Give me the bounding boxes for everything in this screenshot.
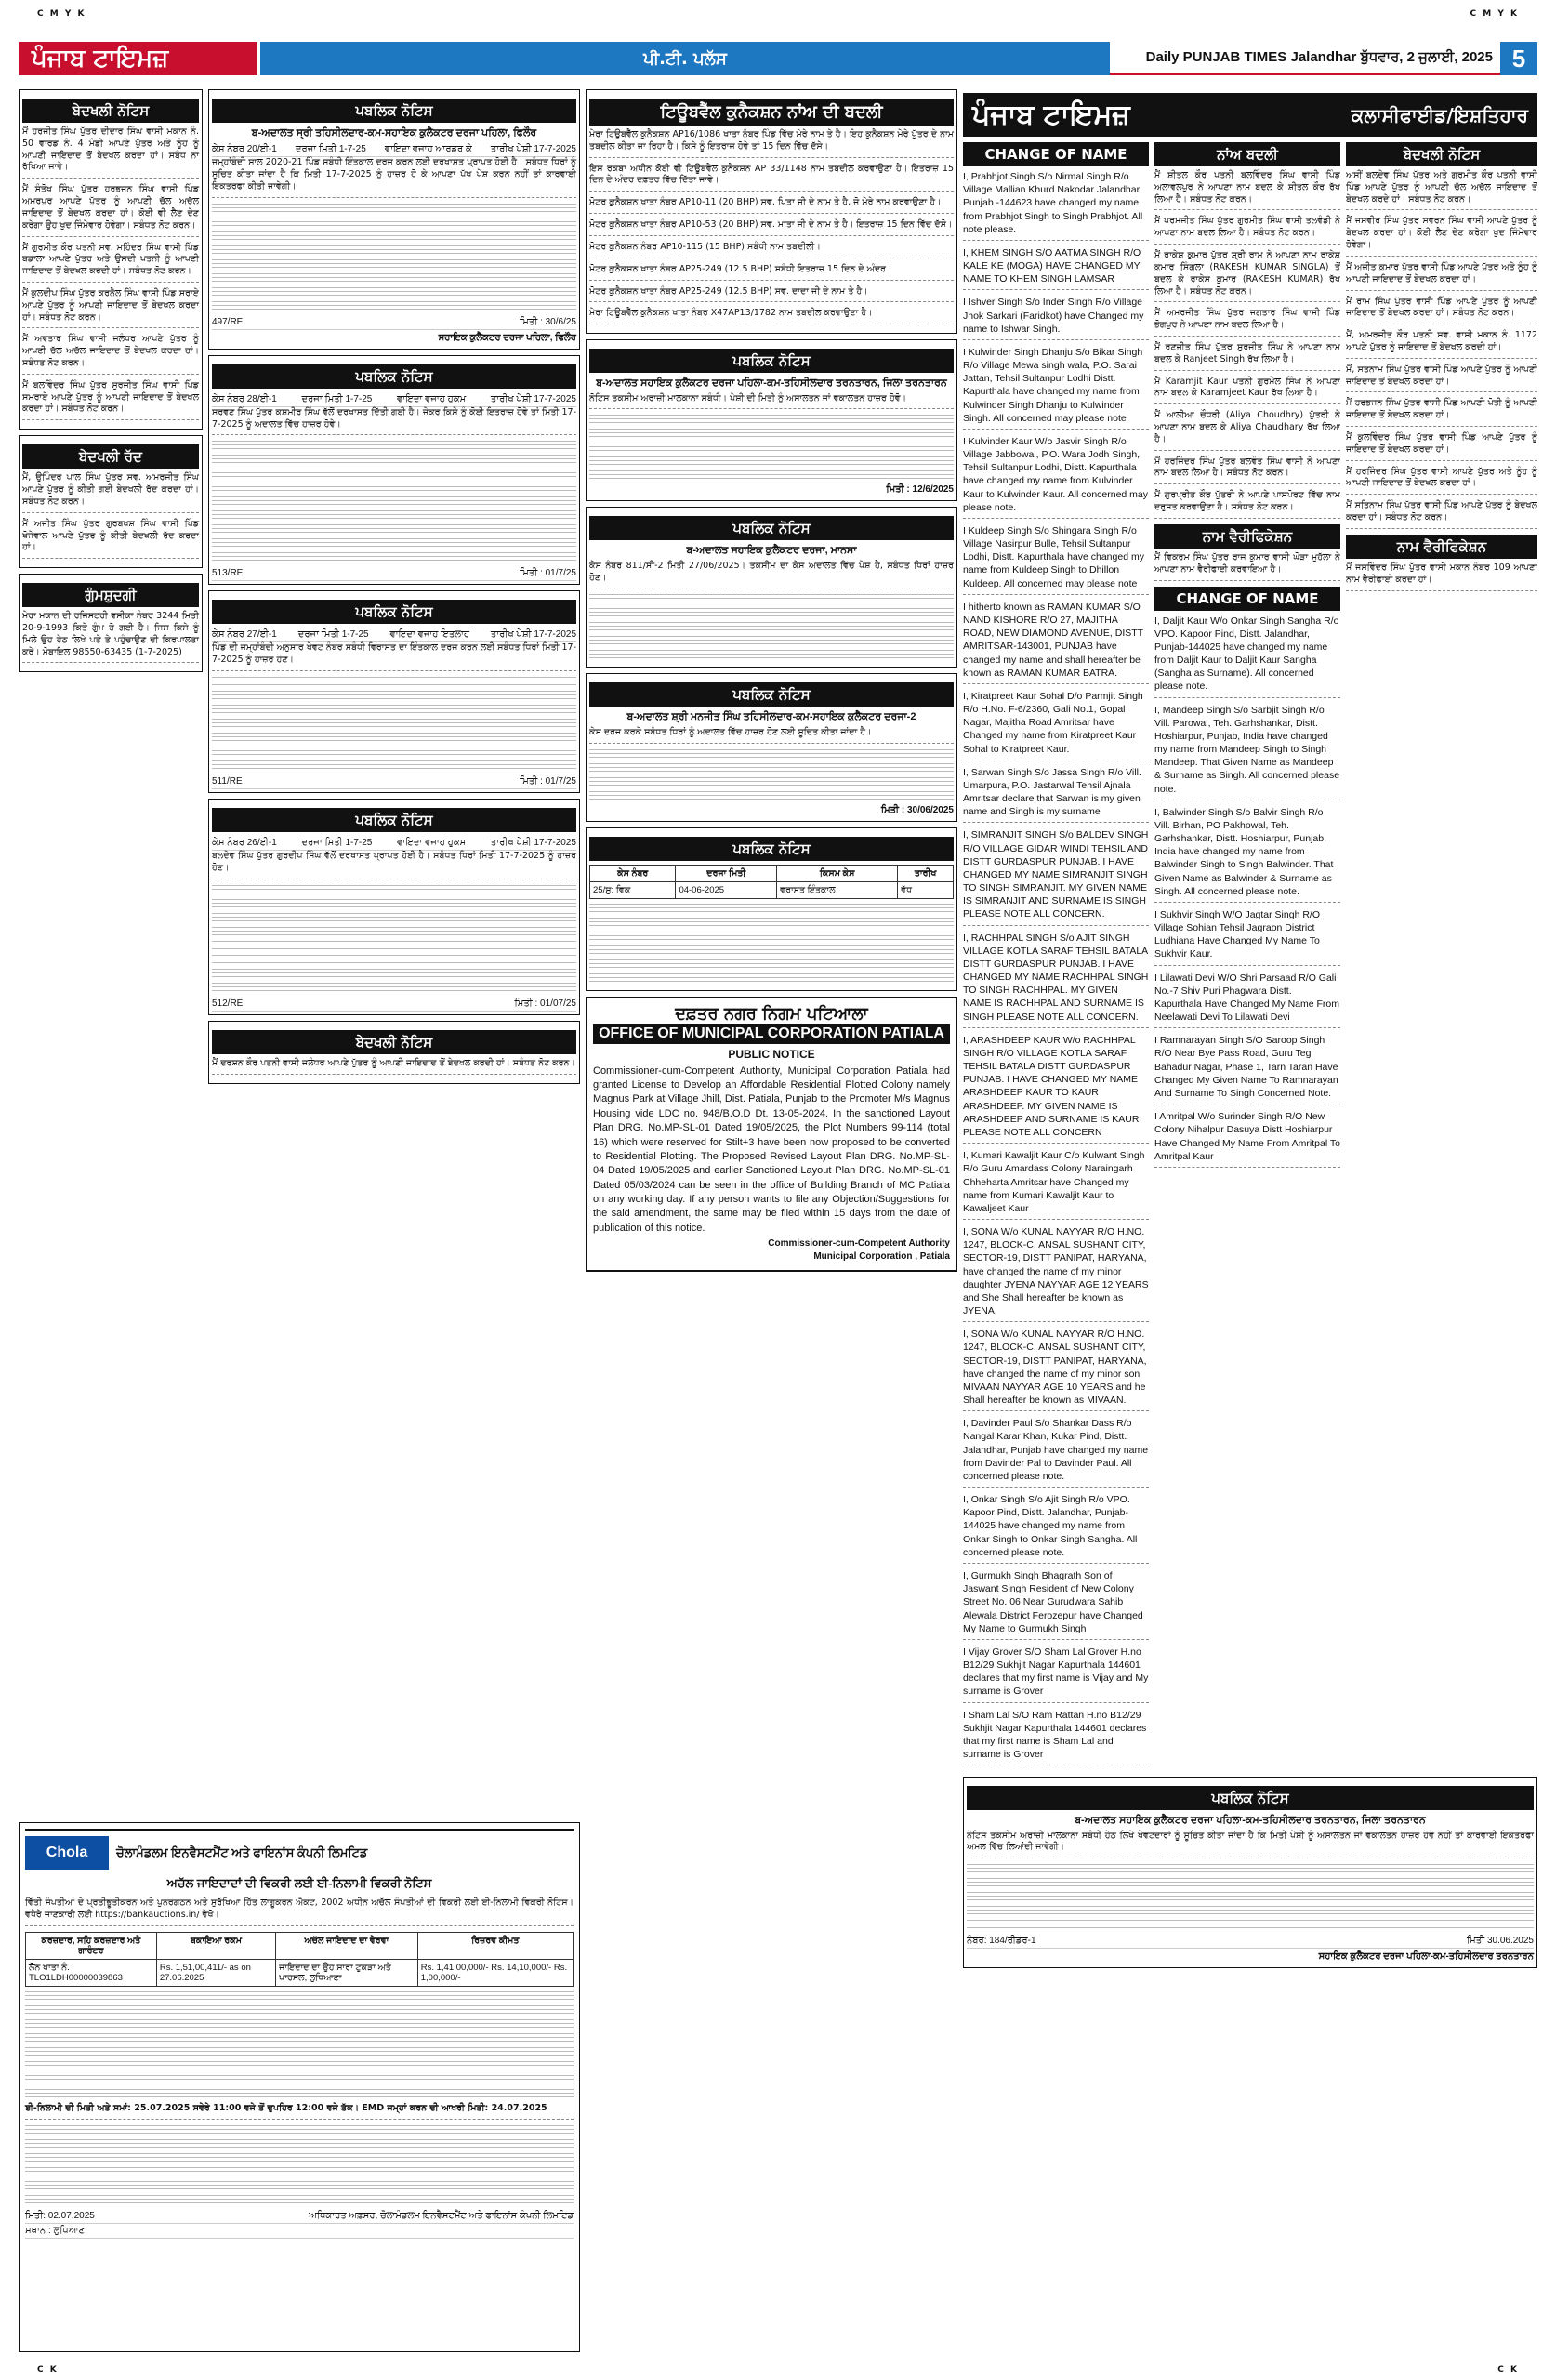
- notice-body: ਪਿੰਡ ਦੀ ਜਮ੍ਹਾਂਬੰਦੀ ਅਨੁਸਾਰ ਖੇਵਟ ਨੰਬਰ ਸਬੰਧੀ ਵਿਰਾਸਤ ਦਾ ਇੰਤਕਾਲ ਦਰਜ ਕਰਨ ਲਈ ਸਬੰਧਤ ਧਿਰਾਂ ਮਿਤੀ 17-7-2025 ਨੂੰ ਹਾਜ਼ਰ ਹੋਣ।: [212, 642, 576, 671]
- notice-date: ਮਿਤੀ : 12/6/2025: [886, 484, 954, 496]
- notice-list: [22, 472, 199, 559]
- list-item: ਮੈਂ ਕੁਲਦੀਪ ਸਿੰਘ ਪੁੱਤਰ ਕਰਨੈਲ ਸਿੰਘ ਵਾਸੀ ਪਿੰਡ ਸਰਾਏ ਆਪਣੇ ਪੁੱਤਰ ਨੂੰ ਆਪਣੀ ਜਾਇਦਾਦ ਤੋਂ ਬੇਦਖਲ ਕਰਦਾ ਹਾਂ। ਸਬੰਧਤ ਨੋਟ ਕਰਨ।: [22, 288, 199, 328]
- case-cell: ਵਾਇਦਾ ਵਜਾਹ ਹੁਕਮ: [397, 393, 467, 404]
- notice-ref: 513/RE: [212, 568, 244, 579]
- table-cell: ਵੱਧ: [898, 881, 954, 898]
- section-title: ਪੀ.ਟੀ. ਪਲੱਸ: [260, 42, 1110, 75]
- auction-date: ਮਿਤੀ: 02.07.2025: [25, 2210, 95, 2221]
- table-cell: Rs. 1,51,00,411/- as on 27.06.2025: [156, 1959, 275, 1986]
- public-notice-7: [586, 673, 957, 821]
- chola-auction-ad: [19, 1822, 580, 2352]
- list-item: I hitherto known as RAMAN KUMAR S/O NAND KISHORE R/O 27, MAJITHA ROAD, NEW DIAMOND AVENUE, DISTT AMRITSAR-143001, PUNJAB have changed my name and shall hereafter be known as RAMAN KUMAR BATRA.: [963, 601, 1149, 684]
- notice-date: ਮਿਤੀ : 30/6/25: [520, 316, 576, 327]
- list-item: ਮੈਂ, ਉਪਿੰਦਰ ਪਾਲ ਸਿੰਘ ਪੁੱਤਰ ਸਵ. ਅਮਰਜੀਤ ਸਿੰਘ ਆਪਣੇ ਪੁੱਤਰ ਨੂੰ ਕੀਤੀ ਗਈ ਬੇਦਖਲੀ ਰੱਦ ਕਰਦਾ ਹਾਂ। ਸਬੰਧਤ ਨੋਟ ਕਰਨ।: [22, 472, 199, 512]
- classified-logo: ਪੰਜਾਬ ਟਾਇਮਜ਼: [972, 99, 1130, 131]
- eviction-notice-col2: [208, 1021, 580, 1084]
- table-header: ਤਾਰੀਖ: [898, 865, 954, 881]
- public-notice-4: [208, 799, 580, 1015]
- notice-signature: ਸਹਾਇਕ ਕੁਲੈਕਟਰ ਦਰਜਾ ਪਹਿਲਾ-ਕਮ-ਤਹਿਸੀਲਦਾਰ ਤਰਨਤਾਰਨ: [1318, 1951, 1534, 1963]
- notice-ref: 512/RE: [212, 998, 244, 1009]
- court-header: ਬ-ਅਦਾਲਤ ਸ੍ਰੀ ਤਹਿਸੀਲਦਾਰ-ਕਮ-ਸਹਾਇਕ ਕੁਲੈਕਟਰ ਦਰਜਾ ਪਹਿਲਾ, ਫਿਲੌਰ: [251, 127, 537, 139]
- list-item: I, Prabhjot Singh S/o Nirmal Singh R/o Village Mallian Khurd Nakodar Jalandhar Punjab -144623 have changed my name from Prabhjot Singh to Singh Prabhjot. All note please.: [963, 170, 1149, 241]
- section-header: ਟਿਊਬਵੈੱਲ ਕੁਨੈਕਸ਼ਨ ਨਾਂਅ ਦੀ ਬਦਲੀ: [589, 99, 954, 126]
- list-item: ਮੇਰਾ ਟਿਊਬਵੈੱਲ ਕੁਨੈਕਸ਼ਨ AP16/1086 ਖਾਤਾ ਨੰਬਰ ਪਿੰਡ ਵਿੱਚ ਮੇਰੇ ਨਾਮ ਤੇ ਹੈ। ਇਹ ਕੁਨੈਕਸ਼ਨ ਮੇਰੇ ਪੁੱਤਰ ਦੇ ਨਾਮ ਤਬਦੀਲ ਕੀਤਾ ਜਾ ਰਿਹਾ ਹੈ। ਕਿਸੇ ਨੂੰ ਇਤਰਾਜ਼ ਹੋਵੇ ਤਾਂ 15 ਦਿਨ ਵਿੱਚ ਦੱਸੇ।: [589, 129, 954, 158]
- table-header: ਕਰਜ਼ਦਾਰ, ਸਹਿ ਕਰਜ਼ਦਾਰ ਅਤੇ ਗਾਰੰਟਰ: [26, 1932, 157, 1959]
- notice-body: ਮੈਂ ਦਰਸ਼ਨ ਕੌਰ ਪਤਨੀ ਵਾਸੀ ਜਲੰਧਰ ਆਪਣੇ ਪੁੱਤਰ ਨੂੰ ਆਪਣੀ ਜਾਇਦਾਦ ਤੋਂ ਬੇਦਖਲ ਕਰਦੀ ਹਾਂ। ਸਬੰਧਤ ਨੋਟ ਕਰਨ।: [212, 1058, 576, 1075]
- notice-list: [22, 611, 199, 663]
- column-3: [586, 89, 957, 2353]
- section-header: ਪਬਲਿਕ ਨੋਟਿਸ: [212, 364, 576, 389]
- list-item: ਮੈਂ, ਅਮਰਜੀਤ ਕੌਰ ਪਤਨੀ ਸਵ. ਵਾਸੀ ਮਕਾਨ ਨੰ. 1172 ਆਪਣੇ ਪੁੱਤਰ ਨੂੰ ਜਾਇਦਾਦ ਤੋਂ ਬੇਦਖਲ ਕਰਦੀ ਹਾਂ।: [1346, 330, 1537, 359]
- tubewell-notices: [586, 89, 957, 334]
- auction-intro: ਵਿੱਤੀ ਸੰਪਤੀਆਂ ਦੇ ਪ੍ਰਤੀਭੂਤੀਕਰਨ ਅਤੇ ਪੁਨਰਗਠਨ ਅਤੇ ਸੁਰੱਖਿਆ ਹਿੱਤ ਲਾਗੂਕਰਨ ਐਕਟ, 2002 ਅਧੀਨ ਅਚੱਲ ਸੰਪਤੀਆਂ ਦੀ ਵਿਕਰੀ ਲਈ ਈ-ਨਿਲਾਮੀ ਵਿਕਰੀ ਨੋਟਿਸ। ਵਧੇਰੇ ਜਾਣਕਾਰੀ ਲਈ https://bankauctions.in/ ਵੇਖੋ।: [25, 1897, 574, 1926]
- notice-list: [1154, 552, 1340, 581]
- classified-col-a: [963, 137, 1149, 1771]
- case-cell: ਤਾਰੀਖ ਪੇਸ਼ੀ 17-7-2025: [490, 144, 576, 155]
- list-item: I, SONA W/o KUNAL NAYYAR R/O H.NO. 1247, BLOCK-C, ANSAL SUSHANT CITY, SECTOR-19, DISTT PANIPAT, HARYANA, have changed the name of my minor daughter JYENA NAYYAR AGE 12 YEARS and She Shall hereafter be known as JYENA.: [963, 1225, 1149, 1322]
- list-item: ਮੈਂ, ਸਤਨਾਮ ਸਿੰਘ ਪੁੱਤਰ ਵਾਸੀ ਪਿੰਡ ਆਪਣੇ ਪੁੱਤਰ ਨੂੰ ਆਪਣੀ ਜਾਇਦਾਦ ਤੋਂ ਬੇਦਖਲ ਕਰਦਾ ਹਾਂ।: [1346, 364, 1537, 393]
- case-row: [212, 836, 576, 851]
- section-header: ਬੇਦਖਲੀ ਨੋਟਿਸ: [212, 1030, 576, 1054]
- list-item: I, Onkar Singh S/o Ajit Singh R/o VPO. Kapoor Pind, Distt. Jalandhar, Punjab-144025 have changed my name from Onkar Singh to Onkar Singh Sangha. All concerned please note.: [963, 1493, 1149, 1564]
- registration-mark-left: C M Y K: [37, 9, 86, 19]
- notice-footer: [212, 997, 576, 1012]
- list-item: I, Sarwan Singh S/o Jassa Singh R/o Vill. Umarpura, P.O. Jastarwal Tehsil Ajnala Amritsar declare that Sarwan is my given name and Singh is my surname: [963, 766, 1149, 824]
- mc-notice-label: PUBLIC NOTICE: [728, 1047, 815, 1061]
- notice-footer: [212, 566, 576, 581]
- public-notice-1: [208, 89, 580, 350]
- notice-list: [963, 170, 1149, 1765]
- notice-list: [1346, 170, 1537, 529]
- list-item: ਮੈਂ ਰਣਜੀਤ ਸਿੰਘ ਪੁੱਤਰ ਸੁਰਜੀਤ ਸਿੰਘ ਨੇ ਆਪਣਾ ਨਾਮ ਬਦਲ ਕੇ Ranjeet Singh ਰੱਖ ਲਿਆ ਹੈ।: [1154, 342, 1340, 371]
- case-cell: ਵਾਇਦਾ ਵਜਾਹ ਇਤਲਾਹ: [389, 629, 470, 641]
- auction-place: ਸਥਾਨ : ਲੁਧਿਆਣਾ: [25, 2225, 87, 2236]
- section-header: ਬੇਦਖਲੀ ਨੋਟਿਸ: [1346, 142, 1537, 166]
- table-cell: 25/ਸੁ: ਵਿਕ: [590, 881, 676, 898]
- list-item: I Ramnarayan Singh S/O Saroop Singh R/O Near Bye Pass Road, Guru Teg Bahadur Nagar, Phase 1, Tarn Taran Have Changed My Given Name To Ramnarayan And Surname To Singh Concerned Note.: [1154, 1034, 1340, 1104]
- public-notice-6: [586, 507, 957, 668]
- newspaper-logo: ਪੰਜਾਬ ਟਾਇਮਜ਼: [19, 42, 260, 75]
- section-header: ਬੇਦਖਲੀ ਨੋਟਿਸ: [22, 99, 199, 123]
- list-item: I Amritpal W/o Surinder Singh R/O New Colony Nihalpur Dasuya Distt Hoshiarpur Have Changed My Name From Amritpal To Amritpal Kaur: [1154, 1110, 1340, 1168]
- classified-banner: [963, 93, 1537, 137]
- table-header: ਦਰਜਾ ਮਿਤੀ: [676, 865, 777, 881]
- case-cell: ਦਰਜਾ ਮਿਤੀ 1-7-25: [297, 629, 369, 641]
- notice-date: ਮਿਤੀ : 30/06/2025: [880, 804, 954, 815]
- notice-body: ਬਲਦੇਵ ਸਿੰਘ ਪੁੱਤਰ ਗੁਰਦੀਪ ਸਿੰਘ ਵੱਲੋਂ ਦਰਖਾਸਤ ਪ੍ਰਾਪਤ ਹੋਈ ਹੈ। ਸਬੰਧਤ ਧਿਰਾਂ ਮਿਤੀ 17-7-2025 ਨੂੰ ਹਾਜ਼ਰ ਹੋਣ।: [212, 851, 576, 879]
- list-item: ਅਸੀਂ ਬਲਦੇਵ ਸਿੰਘ ਪੁੱਤਰ ਅਤੇ ਗੁਰਮੀਤ ਕੌਰ ਪਤਨੀ ਵਾਸੀ ਪਿੰਡ ਆਪਣੇ ਪੁੱਤਰ ਨੂੰ ਆਪਣੀ ਚੱਲ ਅਚੱਲ ਜਾਇਦਾਦ ਤੋਂ ਬੇਦਖਲ ਕਰਦੇ ਹਾਂ। ਸਬੰਧਤ ਨੋਟ ਕਰਨ।: [1346, 170, 1537, 210]
- mc-signature-org: Municipal Corporation , Patiala: [813, 1251, 950, 1263]
- notice-footer: [967, 1934, 1534, 1949]
- auction-sign: ਅਧਿਕਾਰਤ ਅਫ਼ਸਰ, ਚੋਲਾਮੰਡਲਮ ਇਨਵੈਸਟਮੈਂਟ ਅਤੇ ਫਾਇਨਾਂਸ ਕੰਪਨੀ ਲਿਮਟਿਡ: [309, 2210, 574, 2221]
- list-item: I, SONA W/o KUNAL NAYYAR R/O H.NO. 1247, BLOCK-C, ANSAL SUSHANT CITY, SECTOR-19, DISTT PANIPAT, HARYANA, have changed the name of my minor son MIVAAN NAYYAR AGE 10 YEARS and he Shall hereafter be known as MIVAAN.: [963, 1328, 1149, 1411]
- eviction-notices-box: [19, 89, 203, 430]
- masthead: [19, 42, 1537, 75]
- list-item: ਮੋਟਰ ਕੁਨੈਕਸ਼ਨ ਨੰਬਰ AP10-115 (15 BHP) ਸਬੰਧੀ ਨਾਮ ਤਬਦੀਲੀ।: [589, 242, 954, 258]
- registration-mark-bottom-right: C K: [1497, 2365, 1519, 2374]
- list-item: I Ishver Singh S/o Inder Singh R/o Village Jhok Sarkari (Faridkot) have Changed my name to Ishwar Singh.: [963, 296, 1149, 340]
- notice-list: [589, 129, 954, 324]
- notice-body: ਕੇਸ ਦਰਜ ਕਰਕੇ ਸਬੰਧਤ ਧਿਰਾਂ ਨੂੰ ਅਦਾਲਤ ਵਿੱਚ ਹਾਜ਼ਰ ਹੋਣ ਲਈ ਸੂਚਿਤ ਕੀਤਾ ਜਾਂਦਾ ਹੈ।: [589, 727, 954, 744]
- notice-date: ਮਿਤੀ : 01/07/25: [514, 998, 576, 1009]
- public-notice-5: [586, 339, 957, 501]
- section-header: ਪਬਲਿਕ ਨੋਟਿਸ: [589, 516, 954, 540]
- case-row: [212, 142, 576, 157]
- table-row: [590, 881, 954, 898]
- list-item: ਮੈਂ ਬਲਵਿੰਦਰ ਸਿੰਘ ਪੁੱਤਰ ਸੁਰਜੀਤ ਸਿੰਘ ਵਾਸੀ ਪਿੰਡ ਸਮਰਾਏ ਆਪਣੇ ਪੁੱਤਰ ਨੂੰ ਆਪਣੀ ਜਾਇਦਾਦ ਤੋਂ ਬੇਦਖਲ ਕਰਦਾ ਹਾਂ। ਸਬੰਧਤ ਨੋਟ ਕਰਨ।: [22, 380, 199, 420]
- list-item: I Sukhvir Singh W/O Jagtar Singh R/O Village Sohian Tehsil Jagraon District Ludhiana Have Changed My Name To Sukhvir Kaur.: [1154, 908, 1340, 966]
- list-item: I, Balwinder Singh S/o Balvir Singh R/o Vill. Birhan, PO Pakhowal, Teh. Garhshankar, Distt. Hoshiarpur, Punjab, India have changed my name from Balwinder Singh to Singh Balwinder. That Given Name as Balwinder & Surname as Singh. All concerned please note.: [1154, 806, 1340, 903]
- classified-title: ਕਲਾਸੀਫਾਈਡ/ਇਸ਼ਤਿਹਾਰ: [1351, 103, 1528, 126]
- list-item: ਮੈਂ ਵਿਕਰਮ ਸਿੰਘ ਪੁੱਤਰ ਰਾਜ ਕੁਮਾਰ ਵਾਸੀ ਘੋੜਾ ਮੁਹੱਲਾ ਨੇ ਆਪਣਾ ਨਾਮ ਵੈਰੀਫਾਈ ਕਰਵਾਇਆ ਹੈ।: [1154, 552, 1340, 581]
- auction-heading: ਅਚੱਲ ਜਾਇਦਾਦਾਂ ਦੀ ਵਿਕਰੀ ਲਈ ਈ-ਨਿਲਾਮੀ ਵਿਕਰੀ ਨੋਟਿਸ: [166, 1876, 432, 1890]
- list-item: I, Gurmukh Singh Bhagrath Son of Jaswant Singh Resident of New Colony Street No. 06 Near Gurudwara Sahib Alewala District Ferozepur have Changed My Name to Gurmukh Singh: [963, 1569, 1149, 1640]
- notice-body: ਸਰਵਣ ਸਿੰਘ ਪੁੱਤਰ ਕਸ਼ਮੀਰ ਸਿੰਘ ਵੱਲੋਂ ਦਰਖਾਸਤ ਦਿੱਤੀ ਗਈ ਹੈ। ਜੇਕਰ ਕਿਸੇ ਨੂੰ ਕੋਈ ਇਤਰਾਜ਼ ਹੋਵੇ ਤਾਂ ਮਿਤੀ 17-7-2025 ਨੂੰ ਅਦਾਲਤ ਵਿੱਚ ਹਾਜ਼ਰ ਹੋਵੇ।: [212, 407, 576, 436]
- list-item: ਮੈਂ ਅਜੀਤ ਕੁਮਾਰ ਪੁੱਤਰ ਵਾਸੀ ਪਿੰਡ ਆਪਣੇ ਪੁੱਤਰ ਅਤੇ ਨੂੰਹ ਨੂੰ ਆਪਣੀ ਜਾਇਦਾਦ ਤੋਂ ਬੇਦਖਲ ਕਰਦਾ ਹਾਂ।: [1346, 262, 1537, 291]
- notice-body: ਨੋਟਿਸ ਤਕਸੀਮ ਅਰਾਜ਼ੀ ਮਾਲਕਾਨਾ ਸਬੰਧੀ। ਪੇਸ਼ੀ ਦੀ ਮਿਤੀ ਨੂੰ ਅਸਾਲਤਨ ਜਾਂ ਵਕਾਲਤਨ ਹਾਜ਼ਰ ਹੋਵੋ।: [589, 393, 954, 410]
- case-cell: ਕੇਸ ਨੰਬਰ 27/ਈ-1: [212, 629, 277, 641]
- notice-list: [1154, 615, 1340, 1168]
- case-cell: ਵਾਇਦਾ ਵਜਾਹ ਹੁਕਮ: [397, 838, 467, 849]
- list-item: I, Mandeep Singh S/o Sarbjit Singh R/o Vill. Parowal, Teh. Garhshankar, Distt. Hoshiarpur, Punjab, India have changed my name from Mandeep Singh to Singh Mandeep. That Given Name as Mandeep & Surname as Singh. All concerned please note.: [1154, 704, 1340, 800]
- case-row: [212, 628, 576, 642]
- auction-footer: ਈ-ਨਿਲਾਮੀ ਦੀ ਮਿਤੀ ਅਤੇ ਸਮਾਂ: 25.07.2025 ਸਵੇਰੇ 11:00 ਵਜੇ ਤੋਂ ਦੁਪਹਿਰ 12:00 ਵਜੇ ਤੱਕ। EMD ਜਮ੍ਹਾਂ ਕਰਨ ਦੀ ਆਖਰੀ ਮਿਤੀ: 24.07.2025: [25, 2103, 574, 2120]
- list-item: I, KHEM SINGH S/O AATMA SINGH R/O KALE KE (MOGA) HAVE CHANGED MY NAME TO KHEM SINGH LAMSAR: [963, 246, 1149, 291]
- list-item: ਮੈਂ ਜਸਵਿੰਦਰ ਸਿੰਘ ਪੁੱਤਰ ਵਾਸੀ ਮਕਾਨ ਨੰਬਰ 109 ਆਪਣਾ ਨਾਮ ਵੈਰੀਫਾਈ ਕਰਦਾ ਹਾਂ।: [1346, 562, 1537, 591]
- list-item: I, Kiratpreet Kaur Sohal D/o Parmjit Singh R/o H.No. F-6/2360, Gali No.1, Gopal Nagar, Majitha Road Amritsar have Changed my name from Kiratpreet Kaur Sohal to Kiratpreet Kaur.: [963, 690, 1149, 760]
- section-header: ਨਾਮ ਵੈਰੀਫਿਕੇਸ਼ਨ: [1154, 524, 1340, 549]
- table-header: ਰਿਜ਼ਰਵ ਕੀਮਤ: [417, 1932, 573, 1959]
- case-cell: ਕੇਸ ਨੰਬਰ 28/ਈ-1: [212, 393, 277, 404]
- missing-box: [19, 574, 203, 672]
- list-item: I Vijay Grover S/O Sham Lal Grover H.no B12/29 Sukhjit Nagar Kapurthala 144601 declares that my first name is Vijay and My surname is Grover: [963, 1646, 1149, 1703]
- list-item: ਮੇਰਾ ਟਿਊਬਵੈੱਲ ਕੁਨੈਕਸ਼ਨ ਖਾਤਾ ਨੰਬਰ X47AP13/1782 ਨਾਮ ਤਬਦੀਲ ਕਰਵਾਉਣਾ ਹੈ।: [589, 308, 954, 324]
- notice-date: ਮਿਤੀ : 01/7/25: [520, 568, 576, 579]
- classified-col-c: [1346, 137, 1537, 1771]
- section-header: ਪਬਲਿਕ ਨੋਟਿਸ: [589, 682, 954, 707]
- list-item: I, RACHHPAL SINGH S/o AJIT SINGH VILLAGE KOTLA SARAF TEHSIL BATALA DISTT GURDASPUR PUNJAB. I HAVE CHANGED MY NAME RACHHPAL SINGH TO SINGH RACHHPAL. MY GIVEN NAME IS RACHHPAL AND SURNAME IS SINGH PLEASE NOTE ALL CONCERN.: [963, 932, 1149, 1028]
- registration-mark-right: C M Y K: [1470, 9, 1519, 19]
- case-cell: ਤਾਰੀਖ ਪੇਸ਼ੀ 17-7-2025: [490, 629, 576, 641]
- case-table: [589, 865, 954, 899]
- list-item: ਮੈਂ ਅਜੀਤ ਸਿੰਘ ਪੁੱਤਰ ਗੁਰਬਖਸ਼ ਸਿੰਘ ਵਾਸੀ ਪਿੰਡ ਖੋਜੇਵਾਲ ਆਪਣੇ ਪੁੱਤਰ ਨੂੰ ਕੀਤੀ ਬੇਦਖਲੀ ਰੱਦ ਕਰਦਾ ਹਾਂ।: [22, 519, 199, 559]
- list-item: I Lilawati Devi W/O Shri Parsaad R/O Gali No.-7 Shiv Puri Phagwara Distt. Kapurthala Have Changed My Name From Neelawati Devi To Lilawati Devi: [1154, 972, 1340, 1029]
- public-notice-classified: [963, 1777, 1537, 1968]
- list-item: ਮੈਂ ਪਰਮਜੀਤ ਸਿੰਘ ਪੁੱਤਰ ਗੁਰਮੀਤ ਸਿੰਘ ਵਾਸੀ ਤਲਵੰਡੀ ਨੇ ਆਪਣਾ ਨਾਮ ਬਦਲ ਲਿਆ ਹੈ। ਸਬੰਧਤ ਨੋਟ ਕਰਨ।: [1154, 216, 1340, 245]
- mc-title-punjabi: ਦਫ਼ਤਰ ਨਗਰ ਨਿਗਮ ਪਟਿਆਲਾ: [675, 1003, 868, 1024]
- list-item: I, Daljit Kaur W/o Onkar Singh Sangha R/o VPO. Kapoor Pind, Distt. Jalandhar, Punjab-144025 have changed my name from Daljit Kaur to Daljit Kaur Sangha (Sangha as Surname). All concerned please note.: [1154, 615, 1340, 698]
- list-item: I, ARASHDEEP KAUR W/o RACHHPAL SINGH R/O VILLAGE KOTLA SARAF TEHSIL BATALA DISTT GURDASPUR PUNJAB. I HAVE CHANGED MY NAME ARASHDEEP KAUR TO KAUR ARASHDEEP. MY GIVEN NAME IS ARASHDEEP AND SURNAME IS KAUR PLEASE NOTE ALL CONCERN: [963, 1034, 1149, 1144]
- list-item: ਮੈਂ ਕੁਲਵਿੰਦਰ ਸਿੰਘ ਪੁੱਤਰ ਵਾਸੀ ਪਿੰਡ ਆਪਣੇ ਪੁੱਤਰ ਨੂੰ ਜਾਇਦਾਦ ਤੋਂ ਬੇਦਖਲ ਕਰਦਾ ਹਾਂ।: [1346, 432, 1537, 461]
- table-row: [26, 1959, 574, 1986]
- list-item: ਮੈਂ ਅਵਤਾਰ ਸਿੰਘ ਵਾਸੀ ਜਲੰਧਰ ਆਪਣੇ ਪੁੱਤਰ ਨੂੰ ਆਪਣੀ ਚੱਲ ਅਚੱਲ ਜਾਇਦਾਦ ਤੋਂ ਬੇਦਖਲ ਕਰਦਾ ਹਾਂ। ਸਬੰਧਤ ਨੋਟ ਕਰਨ।: [22, 334, 199, 374]
- municipal-corporation-notice: [586, 997, 957, 1273]
- list-item: ਮੈਂ Karamjit Kaur ਪਤਨੀ ਗੁਰਮੇਲ ਸਿੰਘ ਨੇ ਆਪਣਾ ਨਾਮ ਬਦਲ ਕੇ Karamjeet Kaur ਰੱਖ ਲਿਆ ਹੈ।: [1154, 377, 1340, 405]
- column-4-classifieds: [963, 89, 1537, 2353]
- list-item: ਮੋਟਰ ਕੁਨੈਕਸ਼ਨ ਖਾਤਾ ਨੰਬਰ AP10-11 (20 BHP) ਸਵ. ਪਿਤਾ ਜੀ ਦੇ ਨਾਮ ਤੇ ਹੈ, ਜੋ ਮੇਰੇ ਨਾਮ ਕਰਵਾਉਣਾ ਹੈ।: [589, 197, 954, 214]
- chola-header: [25, 1829, 574, 1870]
- case-cell: ਦਰਜਾ ਮਿਤੀ 1-7-25: [295, 144, 366, 155]
- list-item: ਮੈਂ ਜਸਵੀਰ ਸਿੰਘ ਪੁੱਤਰ ਸਵਰਨ ਸਿੰਘ ਵਾਸੀ ਆਪਣੇ ਪੁੱਤਰ ਨੂੰ ਬੇਦਖਲ ਕਰਦਾ ਹਾਂ। ਕੋਈ ਲੈਣ ਦੇਣ ਕਰੇਗਾ ਖੁਦ ਜਿੰਮੇਵਾਰ ਹੋਵੇਗਾ।: [1346, 216, 1537, 256]
- section-header: ਬੇਦਖਲੀ ਰੱਦ: [22, 444, 199, 469]
- table-header: ਅਚੱਲ ਜਾਇਦਾਦ ਦਾ ਵੇਰਵਾ: [276, 1932, 418, 1959]
- table-cell: 04-06-2025: [676, 881, 777, 898]
- table-header: ਕਿਸਮ ਕੇਸ: [777, 865, 898, 881]
- case-cell: ਕੇਸ ਨੰਬਰ 26/ਈ-1: [212, 838, 277, 849]
- section-header: ਪਬਲਿਕ ਨੋਟਿਸ: [212, 600, 576, 624]
- table-cell: Rs. 1,41,00,000/- Rs. 14,10,000/- Rs. 1,00,000/-: [417, 1959, 573, 1986]
- list-item: ਮੈਂ ਹਰਜਿੰਦਰ ਸਿੰਘ ਪੁੱਤਰ ਵਾਸੀ ਆਪਣੇ ਪੁੱਤਰ ਅਤੇ ਨੂੰਹ ਨੂੰ ਆਪਣੀ ਜਾਇਦਾਦ ਤੋਂ ਬੇਦਖਲ ਕਰਦਾ ਹਾਂ।: [1346, 467, 1537, 496]
- notice-ref: 497/RE: [212, 316, 244, 327]
- list-item: I Sham Lal S/O Ram Rattan H.no B12/29 Sukhjit Nagar Kapurthala 144601 declares that my first name is Sham Lal and surname is Grover: [963, 1709, 1149, 1766]
- public-notice-2: [208, 355, 580, 586]
- case-cell: ਵਾਇਦਾ ਵਜਾਹ ਆਰਡਰ ਕੇ: [384, 144, 472, 155]
- case-cell: ਤਾਰੀਖ ਪੇਸ਼ੀ 17-7-2025: [490, 838, 576, 849]
- list-item: I, Kumari Kawaljit Kaur C/o Kulwant Singh R/o Guru Amardass Colony Naraingarh Chheharta Amritsar have Changed my name from Kumari Kawaljit Kaur to Kawaljeet Kaur: [963, 1149, 1149, 1220]
- auction-table: [25, 1932, 574, 1987]
- notice-date: ਮਿਤੀ : 01/7/25: [520, 776, 576, 787]
- list-item: I Kulvinder Kaur W/o Jasvir Singh R/o Village Jabbowal, P.O. Wara Jodh Singh, Tehsil Sultanpur Lodhi, Distt. Kapurthala have changed my name from Kulvinder Kaur to Kulwinder Kaur. All concerned may please note.: [963, 435, 1149, 519]
- table-header: ਬਕਾਇਆ ਰਕਮ: [156, 1932, 275, 1959]
- notice-list: [1346, 562, 1537, 591]
- mc-signature: Commissioner-cum-Competent Authority: [768, 1238, 950, 1250]
- notice-footer: [212, 315, 576, 330]
- notice-ref: ਨੰਬਰ: 184/ਰੀਡਰ-1: [967, 1936, 1036, 1947]
- auction-place-row: [25, 2224, 574, 2239]
- mc-title-english: OFFICE OF MUNICIPAL CORPORATION PATIALA: [593, 1024, 950, 1044]
- list-item: ਇਸ ਰਕਬਾ ਅਧੀਨ ਕੋਈ ਵੀ ਟਿਊਬਵੈੱਲ ਕੁਨੈਕਸ਼ਨ AP 33/1148 ਨਾਮ ਤਬਦੀਲ ਕਰਵਾਉਣਾ ਹੈ। ਇਤਰਾਜ਼ 15 ਦਿਨ ਦੇ ਅੰਦਰ ਦਫ਼ਤਰ ਵਿੱਚ ਦਿੱਤਾ ਜਾਵੇ।: [589, 164, 954, 192]
- section-header: CHANGE OF NAME: [963, 142, 1149, 166]
- section-header: ਨਾਮ ਵੈਰੀਫਿਕੇਸ਼ਨ: [1346, 535, 1537, 559]
- list-item: ਮੈਂ ਹਰਭਜਨ ਸਿੰਘ ਪੁੱਤਰ ਵਾਸੀ ਪਿੰਡ ਆਪਣੀ ਪੋਤੀ ਨੂੰ ਆਪਣੀ ਜਾਇਦਾਦ ਤੋਂ ਬੇਦਖਲ ਕਰਦਾ ਹਾਂ।: [1346, 398, 1537, 427]
- chola-title: ਚੋਲਾਮੰਡਲਮ ਇਨਵੈਸਟਮੈਂਟ ਅਤੇ ਫਾਇਨਾਂਸ ਕੰਪਨੀ ਲਿਮਟਿਡ: [116, 1845, 368, 1859]
- section-header: ਗੁੰਮਸ਼ੁਦਗੀ: [22, 583, 199, 607]
- date-line: Daily PUNJAB TIMES Jalandhar ਬੁੱਧਵਾਰ, 2 ਜੁਲਾਈ, 2025: [1110, 42, 1500, 75]
- section-header: ਨਾਂਅ ਬਦਲੀ: [1154, 142, 1340, 166]
- notice-list: [1154, 170, 1340, 519]
- list-item: ਮੇਰਾ ਮਕਾਨ ਦੀ ਰਜਿਸਟਰੀ ਵਸੀਕਾ ਨੰਬਰ 3244 ਮਿਤੀ 20-9-1993 ਕਿਤੇ ਗੁੰਮ ਹੋ ਗਈ ਹੈ। ਜਿਸ ਕਿਸੇ ਨੂੰ ਮਿਲੇ ਉਹ ਹੇਠ ਲਿਖੇ ਪਤੇ ਤੇ ਪਹੁੰਚਾਉਣ ਦੀ ਕਿਰਪਾਲਤਾ ਕਰੇ। ਮੋਬਾਇਲ 98550-63435 (1-7-2025): [22, 611, 199, 663]
- list-item: I, SIMRANJIT SINGH S/o BALDEV SINGH R/O VILLAGE GIDAR WINDI TEHSIL AND DISTT GURDASPUR PUNJAB. I HAVE CHANGED MY NAME SIMRANJIT SINGH TO SINGH SIMRANJIT. MY GIVEN NAME IS SIMRANJIT AND SURNAME IS SINGH PLEASE NOTE ALL CONCERN.: [963, 828, 1149, 925]
- section-header: ਪਬਲਿਕ ਨੋਟਿਸ: [212, 99, 576, 123]
- section-header: ਪਬਲਿਕ ਨੋਟਿਸ: [589, 837, 954, 861]
- auction-place-date: [25, 2209, 574, 2224]
- notice-date: ਮਿਤੀ 30.06.2025: [1466, 1936, 1534, 1947]
- list-item: ਮੈਂ ਆਲੀਆ ਚੌਧਰੀ (Aliya Choudhry) ਪੁੱਤਰੀ ਨੇ ਆਪਣਾ ਨਾਮ ਬਦਲ ਕੇ Aliya Chaudhary ਰੱਖ ਲਿਆ ਹੈ।: [1154, 410, 1340, 450]
- case-cell: ਕੇਸ ਨੰਬਰ 20/ਈ-1: [212, 144, 277, 155]
- notice-list: [22, 126, 199, 420]
- registration-mark-bottom-left: C K: [37, 2365, 59, 2374]
- list-item: ਮੈਂ ਹਰਜੀਤ ਸਿੰਘ ਪੁੱਤਰ ਦੀਦਾਰ ਸਿੰਘ ਵਾਸੀ ਮਕਾਨ ਨੰ. 50 ਵਾਰਡ ਨੰ. 4 ਮੰਡੀ ਆਪਣੇ ਪੁੱਤਰ ਅਤੇ ਨੂੰਹ ਨੂੰ ਆਪਣੀ ਜਾਇਦਾਦ ਤੋਂ ਬੇਦਖਲ ਕਰਦਾ ਹਾਂ। ਸਬੰਧ ਨਾ ਰੱਖਿਆ ਜਾਵੇ।: [22, 126, 199, 178]
- classified-col-b: [1154, 137, 1340, 1771]
- court-header: ਬ-ਅਦਾਲਤ ਸਹਾਇਕ ਕੁਲੈਕਟਰ ਦਰਜਾ ਪਹਿਲਾ-ਕਮ-ਤਹਿਸੀਲਦਾਰ ਤਰਨਤਾਰਨ, ਜਿਲਾ ਤਰਨਤਾਰਨ: [1075, 1815, 1426, 1827]
- list-item: ਮੈਂ ਰਾਕੇਸ਼ ਕੁਮਾਰ ਪੁੱਤਰ ਸ਼੍ਰੀ ਰਾਮ ਨੇ ਆਪਣਾ ਨਾਮ ਰਾਕੇਸ਼ ਕੁਮਾਰ ਸਿੰਗਲਾ (RAKESH KUMAR SINGLA) ਤੋਂ ਬਦਲ ਕੇ ਰਾਕੇਸ਼ ਕੁਮਾਰ (RAKESH KUMAR) ਰੱਖ ਲਿਆ ਹੈ। ਸਬੰਧਤ ਨੋਟ ਕਰਨ।: [1154, 250, 1340, 302]
- notice-ref: 511/RE: [212, 776, 243, 787]
- case-cell: ਤਾਰੀਖ ਪੇਸ਼ੀ 17-7-2025: [490, 393, 576, 404]
- notice-signature: ਸਹਾਇਕ ਕੁਲੈਕਟਰ ਦਰਜਾ ਪਹਿਲਾ, ਫਿਲੌਰ: [438, 332, 576, 343]
- list-item: I Kuldeep Singh S/o Shingara Singh R/o Village Nasirpur Bulle, Tehsil Sultanpur Lodhi, Distt. Kapurthala have changed my name from Kuldeep Singh to Dhillon Kuldeep. All concerned may please note: [963, 524, 1149, 595]
- list-item: I, Davinder Paul S/o Shankar Dass R/o Nangal Karar Khan, Kukar Pind, Distt. Jalandhar, Punjab have changed my name from Davinder Pal to Davinder Paul. All concerned please note.: [963, 1417, 1149, 1488]
- table-cell: ਜਾਇਦਾਦ ਦਾ ਉਹ ਸਾਰਾ ਟੁਕੜਾ ਅਤੇ ਪਾਰਸਲ, ਲੁਧਿਆਣਾ: [276, 1959, 418, 1986]
- list-item: ਮੈਂ ਰਾਮ ਸਿੰਘ ਪੁੱਤਰ ਵਾਸੀ ਪਿੰਡ ਆਪਣੇ ਪੁੱਤਰ ਨੂੰ ਆਪਣੀ ਜਾਇਦਾਦ ਤੋਂ ਬੇਦਖਲ ਕਰਦਾ ਹਾਂ। ਸਬੰਧਤ ਨੋਟ ਕਰਨ।: [1346, 297, 1537, 325]
- table-cell: ਵਰਾਸਤ ਇੰਤਕਾਲ: [777, 881, 898, 898]
- public-notice-3: [208, 590, 580, 793]
- table-cell: ਲੋਨ ਖਾਤਾ ਨੰ. TLO1LDH00000039863: [26, 1959, 157, 1986]
- list-item: ਮੈਂ ਸ਼ੀਤਲ ਕੌਰ ਪਤਨੀ ਬਲਵਿੰਦਰ ਸਿੰਘ ਵਾਸੀ ਪਿੰਡ ਅਲਾਵਲਪੁਰ ਨੇ ਆਪਣਾ ਨਾਮ ਬਦਲ ਕੇ ਸ਼ੀਤਲ ਕੌਰ ਰੱਖ ਲਿਆ ਹੈ। ਸਬੰਧਤ ਨੋਟ ਕਰਨ।: [1154, 170, 1340, 210]
- page-number: 5: [1500, 42, 1537, 75]
- list-item: ਮੈਂ ਅਮਰਜੀਤ ਸਿੰਘ ਪੁੱਤਰ ਜਗਤਾਰ ਸਿੰਘ ਵਾਸੀ ਪਿੰਡ ਭੋਗਪੁਰ ਨੇ ਆਪਣਾ ਨਾਮ ਬਦਲ ਲਿਆ ਹੈ।: [1154, 308, 1340, 337]
- list-item: I Kulwinder Singh Dhanju S/o Bikar Singh R/o Village Mewa singh wala, P.O. Sarai Jattan, Tehsil Sultanpur Lodhi Distt. Kapurthala have changed my name from Kulwinder Singh Dhanju to Kulwinder Singh. All concerned may please note: [963, 346, 1149, 430]
- list-item: ਮੈਂ ਹਰਜਿੰਦਰ ਸਿੰਘ ਪੁੱਤਰ ਬਲਵੰਤ ਸਿੰਘ ਵਾਸੀ ਨੇ ਆਪਣਾ ਨਾਮ ਬਦਲ ਲਿਆ ਹੈ। ਸਬੰਧਤ ਨੋਟ ਕਰਨ।: [1154, 456, 1340, 485]
- classified-columns: [963, 137, 1537, 1771]
- section-header: ਪਬਲਿਕ ਨੋਟਿਸ: [212, 808, 576, 832]
- list-item: ਮੋਟਰ ਕੁਨੈਕਸ਼ਨ ਖਾਤਾ ਨੰਬਰ AP10-53 (20 BHP) ਸਵ. ਮਾਤਾ ਜੀ ਦੇ ਨਾਮ ਤੇ ਹੈ। ਇਤਰਾਜ਼ 15 ਦਿਨ ਵਿੱਚ ਦੱਸੋ।: [589, 219, 954, 236]
- notice-body: ਨੋਟਿਸ ਤਕਸੀਮ ਅਰਾਜ਼ੀ ਮਾਲਕਾਨਾ ਸਬੰਧੀ ਹੇਠ ਲਿਖੇ ਖੇਵਟਦਾਰਾਂ ਨੂੰ ਸੂਚਿਤ ਕੀਤਾ ਜਾਂਦਾ ਹੈ ਕਿ ਮਿਤੀ ਪੇਸ਼ੀ ਨੂੰ ਅਸਾਲਤਨ ਜਾਂ ਵਕਾਲਤਨ ਹਾਜ਼ਰ ਹੋਵੋ ਨਹੀਂ ਤਾਂ ਕਾਰਵਾਈ ਇਕਤਰਫਾ ਅਮਲ ਵਿੱਚ ਲਿਆਂਦੀ ਜਾਵੇਗੀ।: [967, 1831, 1534, 1859]
- list-item: ਮੈਂ ਗੁਰਪ੍ਰੀਤ ਕੌਰ ਪੁੱਤਰੀ ਨੇ ਆਪਣੇ ਪਾਸਪੋਰਟ ਵਿੱਚ ਨਾਮ ਦਰੁਸਤ ਕਰਵਾਉਣਾ ਹੈ। ਸਬੰਧਤ ਨੋਟ ਕਰਨ।: [1154, 490, 1340, 519]
- chola-logo: Chola: [25, 1836, 109, 1870]
- section-header: ਪਬਲਿਕ ਨੋਟਿਸ: [967, 1786, 1534, 1810]
- case-cell: ਦਰਜਾ ਮਿਤੀ 1-7-25: [301, 393, 373, 404]
- notice-footer: [212, 774, 576, 789]
- notice-body: ਜਮ੍ਹਾਂਬੰਦੀ ਸਾਲ 2020-21 ਪਿੰਡ ਸਬੰਧੀ ਇੰਤਕਾਲ ਦਰਜ ਕਰਨ ਲਈ ਦਰਖਾਸਤ ਪ੍ਰਾਪਤ ਹੋਈ ਹੈ। ਸਬੰਧਤ ਧਿਰਾਂ ਨੂੰ ਸੂਚਿਤ ਕੀਤਾ ਜਾਂਦਾ ਹੈ ਕਿ ਮਿਤੀ 17-7-2025 ਨੂੰ ਹਾਜ਼ਰ ਹੋ ਕੇ ਆਪਣਾ ਪੱਖ ਪੇਸ਼ ਕਰਨ ਨਹੀਂ ਤਾਂ ਕਾਰਵਾਈ ਇਕਤਰਫਾ ਕੀਤੀ ਜਾਵੇਗੀ।: [212, 157, 576, 197]
- section-header: ਪਬਲਿਕ ਨੋਟਿਸ: [589, 349, 954, 373]
- eviction-cancel-box: [19, 435, 203, 568]
- table-header: ਕੇਸ ਨੰਬਰ: [590, 865, 676, 881]
- list-item: ਮੈਂ ਸੰਤੋਖ ਸਿੰਘ ਪੁੱਤਰ ਹਰਭਜਨ ਸਿੰਘ ਵਾਸੀ ਪਿੰਡ ਅਮਰਪੁਰ ਆਪਣੇ ਪੁੱਤਰ ਨੂੰ ਆਪਣੀ ਚੱਲ ਅਚੱਲ ਜਾਇਦਾਦ ਤੋਂ ਬੇਦਖਲ ਕਰਦਾ ਹਾਂ। ਕੋਈ ਵੀ ਲੈਣ ਦੇਣ ਕਰੇਗਾ ਉਹ ਖੁਦ ਜਿੰਮੇਵਾਰ ਹੋਵੇਗਾ। ਸਬੰਧਤ ਨੋਟ ਕਰਨ।: [22, 184, 199, 236]
- court-header: ਬ-ਅਦਾਲਤ ਸ਼੍ਰੀ ਮਨਜੀਤ ਸਿੰਘ ਤਹਿਸੀਲਦਾਰ-ਕਮ-ਸਹਾਇਕ ਕੁਲੈਕਟਰ ਦਰਜਾ-2: [626, 711, 916, 723]
- court-header: ਬ-ਅਦਾਲਤ ਸਹਾਇਕ ਕੁਲੈਕਟਰ ਦਰਜਾ ਪਹਿਲਾ-ਕਮ-ਤਹਿਸੀਲਦਾਰ ਤਰਨਤਾਰਨ, ਜਿਲਾ ਤਰਨਤਾਰਨ: [596, 377, 947, 390]
- mc-notice-body: Commissioner-cum-Competent Authority, Municipal Corporation Patiala had granted License to Develop an Affordable Residential Plotted Colony namely Magnus Park at Village Jhill, Dist. Patiala, Punjab to the Promoter M/s Magnus Housing vide LDC no. 948/B.O.D Dt. 13-05-2024. In the sanctioned Layout Plan DRG. No.MP-SL-01 Dated 19/05/2025, the Plot Numbers 99-114 (total 16) which were reserved for Stilt+3 have been now proposed to be converted to Residential Plotting. The Proposed Revised Layout Plan DRG. No.MP-SL-04 Dated 19/05/2025 and earlier Sanctioned Layout Plan DRG. No.MP-SL-01 Dated 05/03/2024 can be seen in the office of Building Branch of MC Patiala on any working day. If any person wants to file any Objection/Suggestions for the said amendment, the same may be filed within 15 days from the date of publication of this notice.: [593, 1064, 950, 1234]
- list-item: ਮੋਟਰ ਕੁਨੈਕਸ਼ਨ ਖਾਤਾ ਨੰਬਰ AP25-249 (12.5 BHP) ਸਬੰਧੀ ਇਤਰਾਜ਼ 15 ਦਿਨ ਦੇ ਅੰਦਰ।: [589, 264, 954, 281]
- list-item: ਮੈਂ ਸਤਿਨਾਮ ਸਿੰਘ ਪੁੱਤਰ ਵਾਸੀ ਪਿੰਡ ਆਪਣੇ ਪੁੱਤਰ ਨੂੰ ਬੇਦਖਲ ਕਰਦਾ ਹਾਂ। ਸਬੰਧਤ ਨੋਟ ਕਰਨ।: [1346, 500, 1537, 529]
- court-header: ਬ-ਅਦਾਲਤ ਸਹਾਇਕ ਕੁਲੈਕਟਰ ਦਰਜਾ, ਮਾਨਸਾ: [686, 545, 857, 557]
- notice-body: ਕੇਸ ਨੰਬਰ 811/ਸੀ-2 ਮਿਤੀ 27/06/2025। ਤਕਸੀਮ ਦਾ ਕੇਸ ਅਦਾਲਤ ਵਿੱਚ ਪੇਸ਼ ਹੈ, ਸਬੰਧਤ ਧਿਰਾਂ ਹਾਜ਼ਰ ਹੋਣ।: [589, 561, 954, 589]
- list-item: ਮੋਟਰ ਕੁਨੈਕਸ਼ਨ ਖਾਤਾ ਨੰਬਰ AP25-249 (12.5 BHP) ਸਵ. ਦਾਦਾ ਜੀ ਦੇ ਨਾਮ ਤੇ ਹੈ।: [589, 286, 954, 303]
- section-header: CHANGE OF NAME: [1154, 587, 1340, 611]
- case-cell: ਦਰਜਾ ਮਿਤੀ 1-7-25: [301, 838, 373, 849]
- list-item: ਮੈਂ ਗੁਰਮੀਤ ਕੌਰ ਪਤਨੀ ਸਵ. ਮਹਿੰਦਰ ਸਿੰਘ ਵਾਸੀ ਪਿੰਡ ਬਡਾਲਾ ਆਪਣੇ ਪੁੱਤਰ ਅਤੇ ਉਸਦੀ ਪਤਨੀ ਨੂੰ ਆਪਣੀ ਜਾਇਦਾਦ ਤੋਂ ਬੇਦਖਲ ਕਰਦੀ ਹਾਂ। ਸਬੰਧਤ ਨੋਟ ਕਰਨ।: [22, 243, 199, 283]
- public-notice-8: [586, 827, 957, 991]
- case-row: [212, 392, 576, 407]
